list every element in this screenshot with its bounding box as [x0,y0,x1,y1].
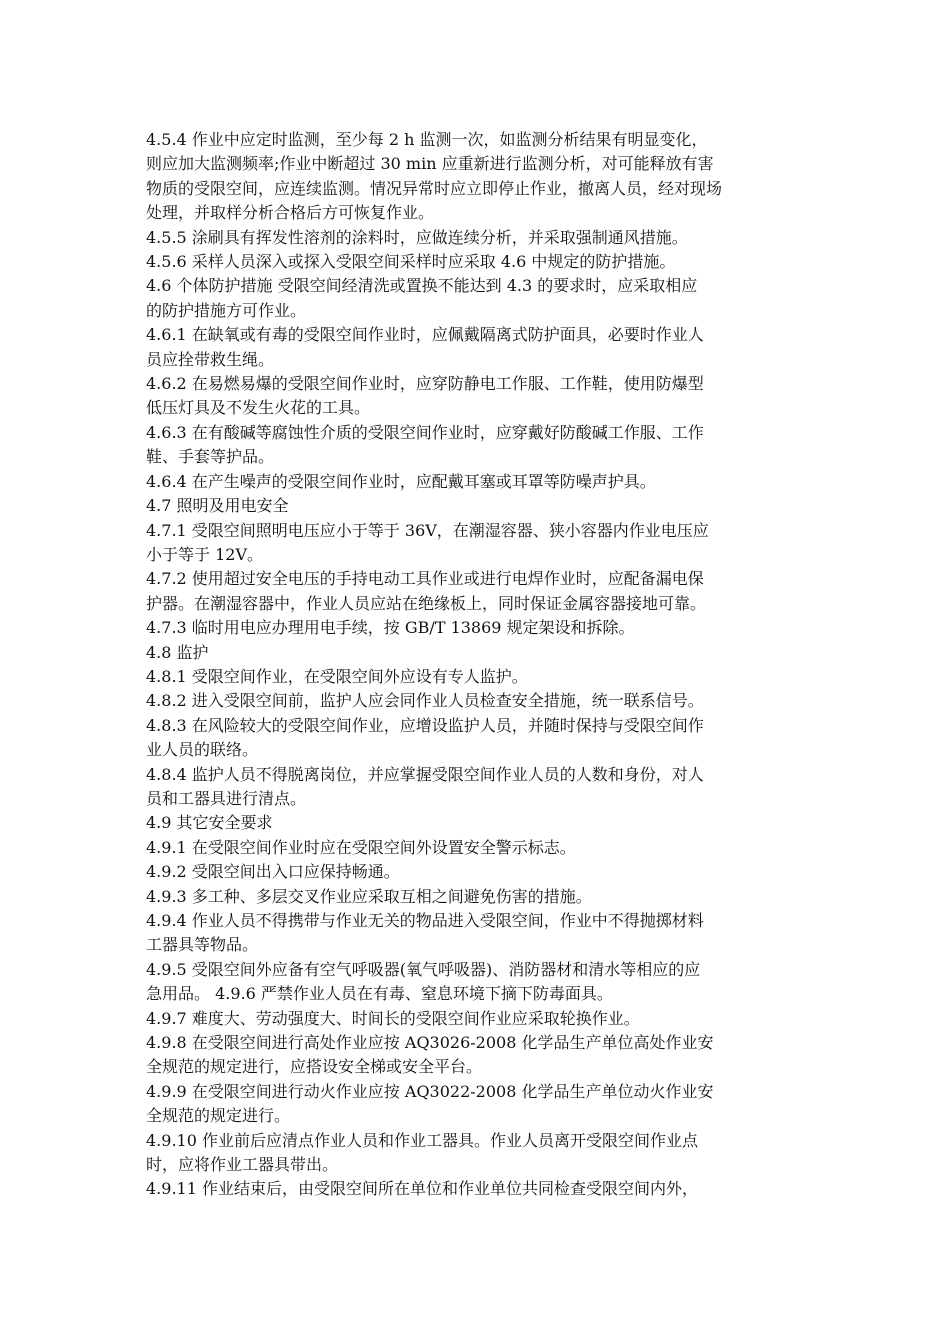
clause-4-8-3 [146,714,811,763]
text-line: 时，应将作业工器具带出。 [146,1155,339,1175]
clause-4-7-1 [146,519,811,568]
text-line: 4.9.2 受限空间出入口应保持畅通。 [146,862,400,882]
text-line: 4.9.3 多工种、多层交叉作业应采取互相之间避免伤害的措施。 [146,886,592,906]
text-line: 全规范的规定进行，应搭设安全梯或安全平台。 [146,1057,483,1077]
text-line: 4.5.5 涂刷具有挥发性溶剂的涂料时，应做连续分析，并采取强制通风措施。 [146,227,688,247]
clause-4-5-5 [146,226,811,250]
clause-4-9-2 [146,860,811,884]
text-line: 工器具等物品。 [146,935,259,955]
clause-4-9-5 [146,958,811,1007]
clause-4-9-3 [146,885,811,909]
text-line: 4.6.1 在缺氧或有毒的受限空间作业时，应佩戴隔离式防护面具，必要时作业人 [146,325,704,345]
text-line: 员和工器具进行清点。 [146,788,307,808]
text-line: 4.8.1 受限空间作业，在受限空间外应设有专人监护。 [146,666,528,686]
clause-4-8-2 [146,689,811,713]
text-line: 4.8 监护 [146,642,209,662]
text-line: 4.8.3 在风险较大的受限空间作业，应增设监护人员，并随时保持与受限空间作 [146,715,704,735]
text-line: 4.6.4 在产生噪声的受限空间作业时，应配戴耳塞或耳罩等防噪声护具。 [146,471,656,491]
clause-4-7-3 [146,616,811,640]
text-line: 4.6 个体防护措施 受限空间经清洗或置换不能达到 4.3 的要求时，应采取相应 [146,276,698,296]
clause-4-9-1 [146,836,811,860]
text-line: 则应加大监测频率;作业中断超过 30 min 应重新进行监测分析，对可能释放有害 [146,154,714,174]
text-line: 4.8.2 进入受限空间前，监护人应会同作业人员检查安全措施，统一联系信号。 [146,691,704,711]
text-line: 低压灯具及不发生火花的工具。 [146,398,371,418]
text-line: 4.9 其它安全要求 [146,813,273,833]
text-line: 4.7.3 临时用电应办理用电手续，按 GB/T 13869 规定架设和拆除。 [146,618,635,638]
text-line: 全规范的规定进行。 [146,1106,291,1126]
clause-4-8-1 [146,665,811,689]
text-line: 4.8.4 监护人员不得脱离岗位，并应掌握受限空间作业人员的人数和身份，对人 [146,764,704,784]
text-line: 4.9.5 受限空间外应备有空气呼吸器(氧气呼吸器)、消防器材和清水等相应的应 [146,959,701,979]
clause-4-7 [146,494,811,518]
clause-4-8-4 [146,763,811,812]
text-line: 4.9.10 作业前后应清点作业人员和作业工器具。作业人员离开受限空间作业点 [146,1130,698,1150]
text-line: 4.9.9 在受限空间进行动火作业应按 AQ3022-2008 化学品生产单位动火作业安 [146,1081,714,1101]
text-line: 4.5.4 作业中应定时监测，至少每 2 h 监测一次，如监测分析结果有明显变化， [146,130,708,149]
text-line: 4.9.11 作业结束后，由受限空间所在单位和作业单位共同检查受限空间内外， [146,1179,698,1199]
text-line: 4.7.1 受限空间照明电压应小于等于 36V，在潮湿容器、狭小容器内作业电压应 [146,520,709,540]
clause-4-6-2 [146,372,811,421]
text-line: 小于等于 12V。 [146,544,264,564]
text-line: 的防护措施方可作业。 [146,300,307,320]
document-body [146,128,811,1202]
clause-4-8 [146,641,811,665]
text-line: 4.6.3 在有酸碱等腐蚀性介质的受限空间作业时，应穿戴好防酸碱工作服、工作 [146,422,704,442]
clause-4-7-2 [146,567,811,616]
clause-4-5-6 [146,250,811,274]
text-line: 4.9.8 在受限空间进行高处作业应按 AQ3026-2008 化学品生产单位高处作业安 [146,1033,714,1053]
text-line: 员应拴带救生绳。 [146,349,275,369]
clause-4-9-10 [146,1129,811,1178]
clause-4-9-11 [146,1177,811,1201]
text-line: 物质的受限空间，应连续监测。情况异常时应立即停止作业，撤离人员，经对现场 [146,178,723,198]
text-line: 4.6.2 在易燃易爆的受限空间作业时，应穿防静电工作服、工作鞋，使用防爆型 [146,374,704,394]
text-line: 4.9.1 在受限空间作业时应在受限空间外设置安全警示标志。 [146,837,576,857]
text-line: 4.5.6 采样人员深入或探入受限空间采样时应采取 4.6 中规定的防护措施。 [146,252,676,272]
text-line: 处理，并取样分析合格后方可恢复作业。 [146,203,435,223]
text-line: 4.7 照明及用电安全 [146,496,289,516]
text-line: 4.9.4 作业人员不得携带与作业无关的物品进入受限空间，作业中不得抛掷材料 [146,911,704,930]
clause-4-9-7 [146,1007,811,1031]
clause-4-6 [146,274,811,323]
text-line: 急用品。 4.9.6 严禁作业人员在有毒、窒息环境下摘下防毒面具。 [146,984,613,1004]
clause-4-6-3 [146,421,811,470]
text-line: 护器。在潮湿容器中，作业人员应站在绝缘板上，同时保证金属容器接地可靠。 [146,593,707,613]
clause-4-9-9 [146,1080,811,1129]
clause-4-9-4 [146,909,811,958]
clause-4-6-4 [146,470,811,494]
clause-4-9-8 [146,1031,811,1080]
text-line: 4.9.7 难度大、劳动强度大、时间长的受限空间作业应采取轮换作业。 [146,1008,640,1028]
clause-4-9 [146,811,811,835]
text-line: 业人员的联络。 [146,740,259,760]
clause-4-5-4 [146,128,811,226]
clause-4-6-1 [146,323,811,372]
text-line: 4.7.2 使用超过安全电压的手持电动工具作业或进行电焊作业时，应配备漏电保 [146,569,704,589]
text-line: 鞋、手套等护品。 [146,447,275,467]
